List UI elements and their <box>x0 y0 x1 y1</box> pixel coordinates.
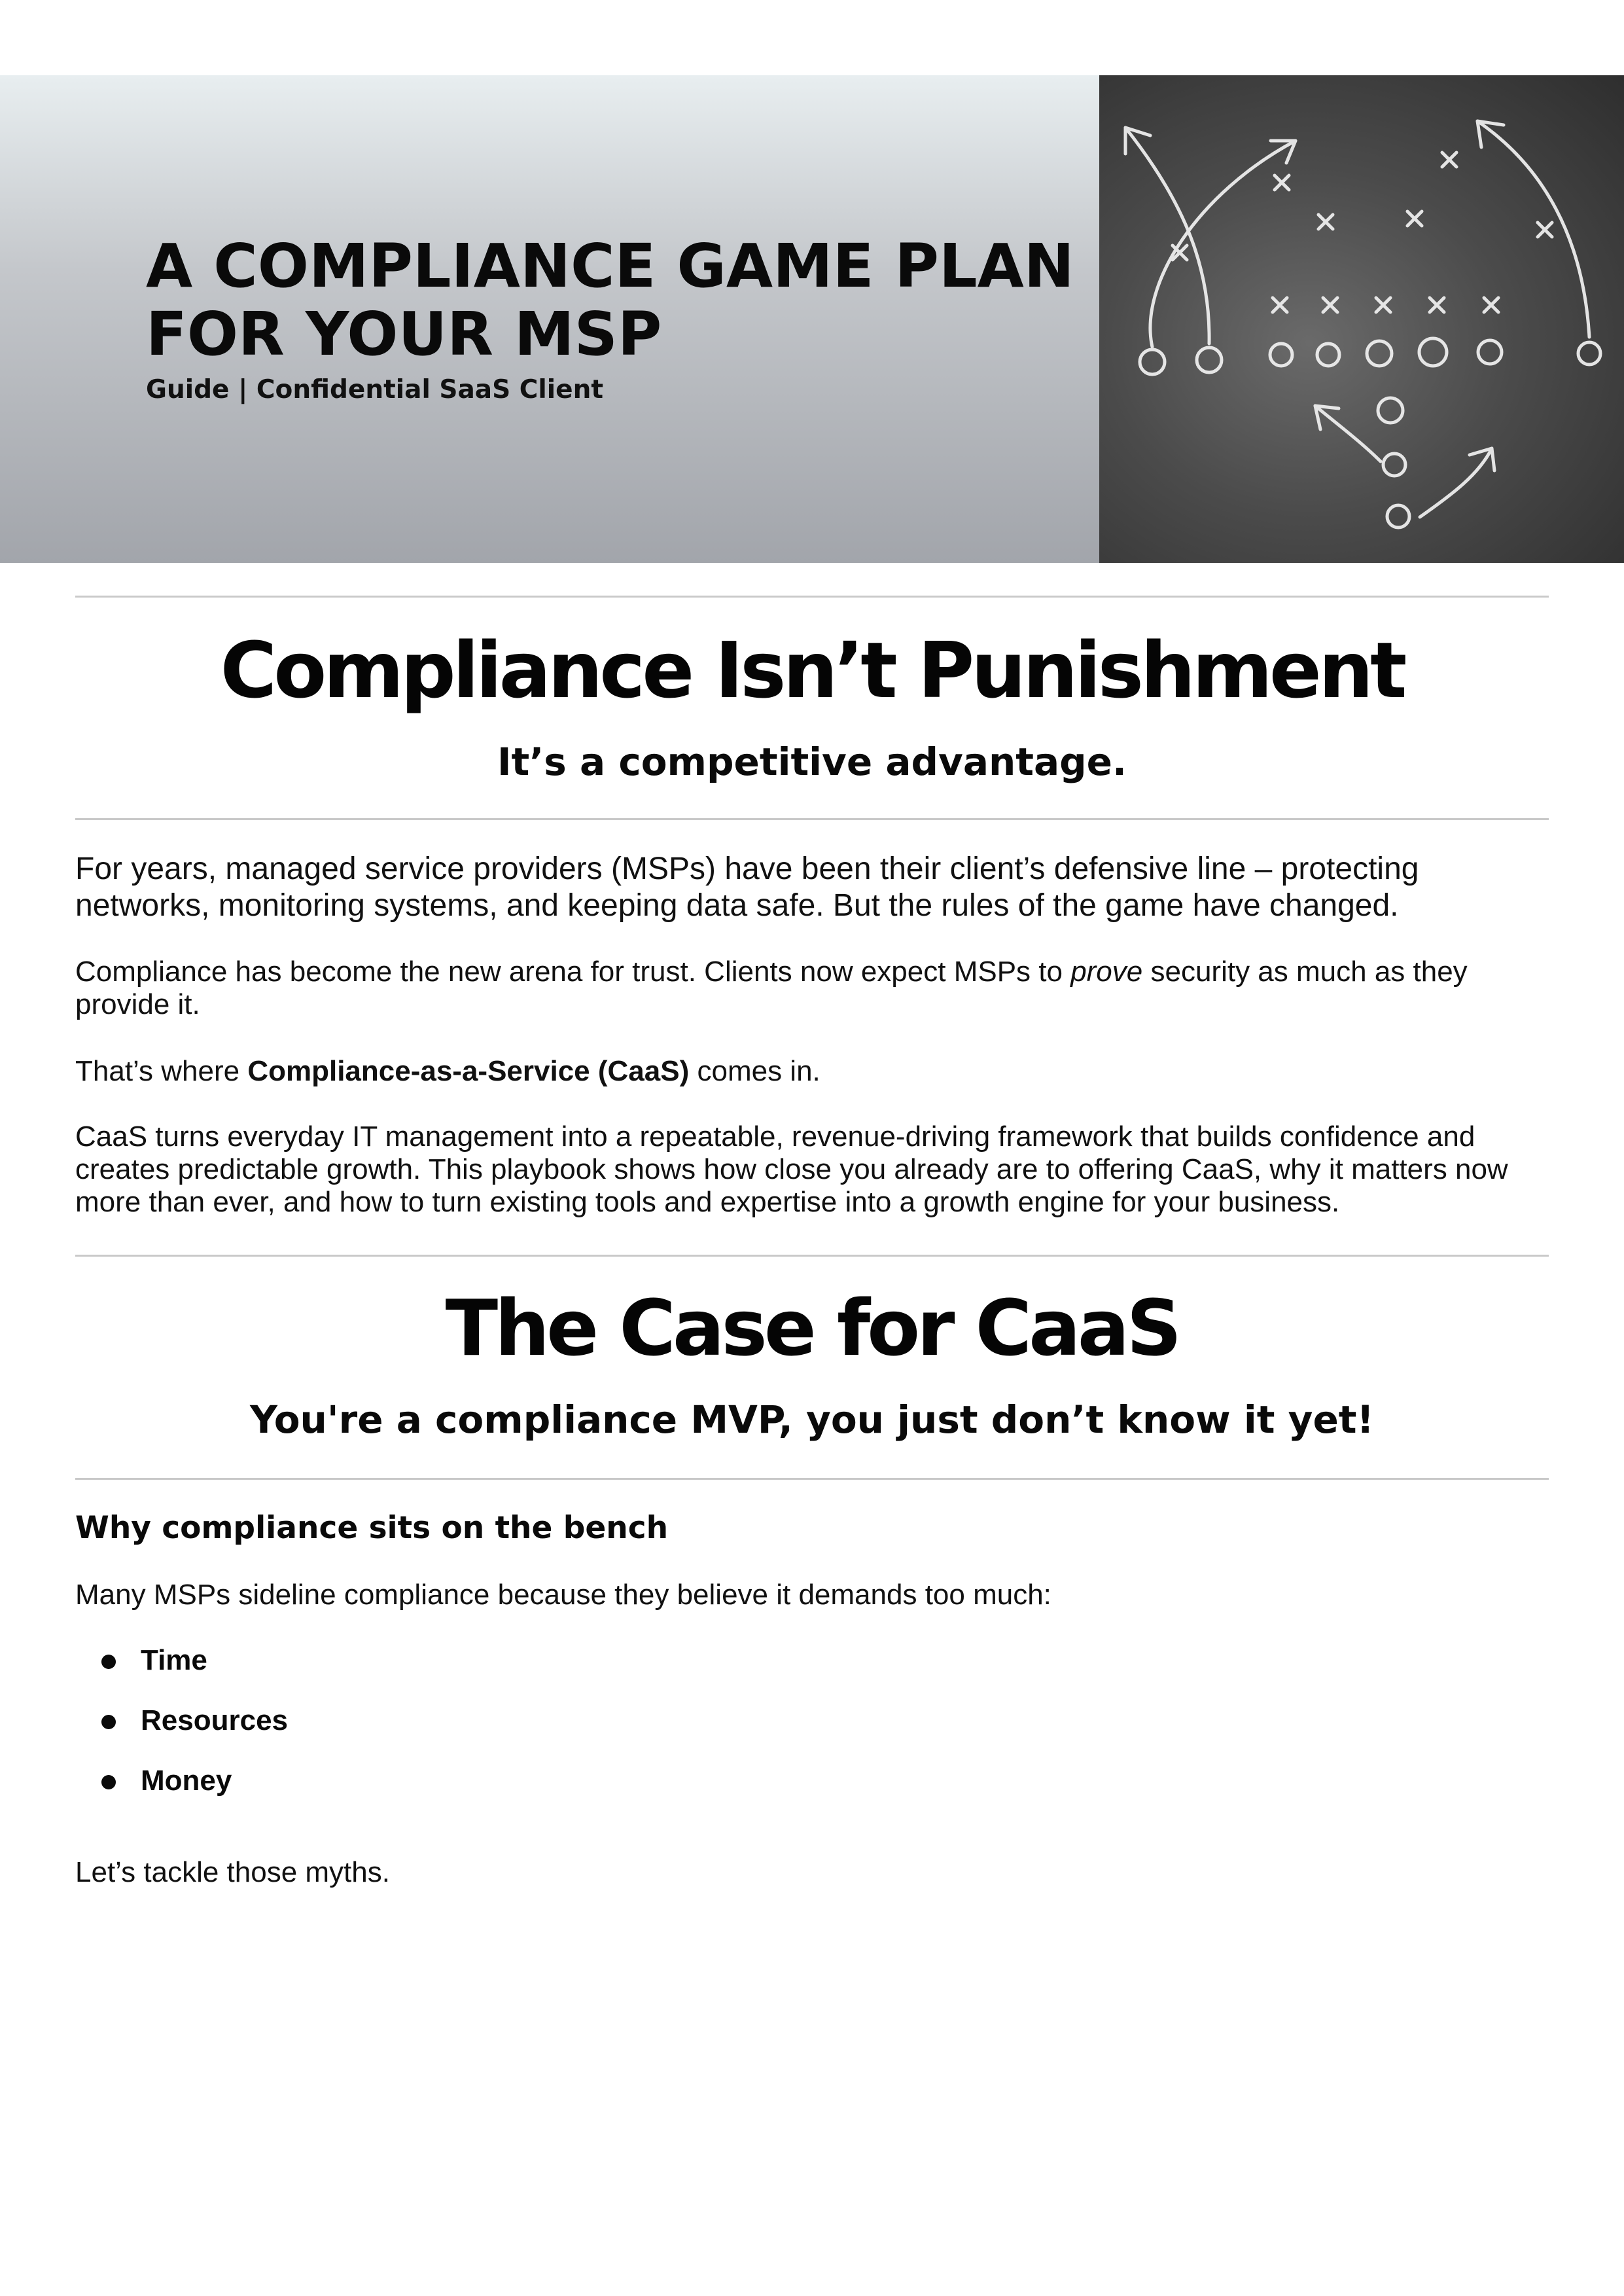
paragraph-caas-text-end: comes in. <box>689 1055 821 1087</box>
document-title <box>146 232 1088 368</box>
paragraph-caas-text-start: That’s where <box>75 1055 248 1087</box>
list-item <box>75 1636 288 1696</box>
paragraph-intro: For years, managed service providers (MSPs) have been their client’s defensive line – protecting networks, monitoring systems, and keeping data safe. But the rules of the game have changed. <box>75 852 1419 923</box>
paragraph-arena-text-start: Compliance has become the new arena for trust. Clients now expect MSPs to <box>75 956 1071 988</box>
caas-term: Compliance-as-a-Service (CaaS) <box>247 1055 690 1087</box>
divider <box>75 1255 1549 1257</box>
bullet-dot-icon <box>101 1775 116 1789</box>
header-gradient-panel <box>0 75 1099 563</box>
subsection-heading-bench: Why compliance sits on the bench <box>75 1510 669 1546</box>
document-title-line-2: FOR YOUR MSP <box>146 299 662 369</box>
section-subheading-advantage: It’s a competitive advantage. <box>497 740 1127 784</box>
bullet-label: Time <box>141 1644 207 1676</box>
chalkboard-play-diagram-icon <box>1099 75 1624 563</box>
divider <box>75 1478 1549 1480</box>
section-subheading-mvp: You're a compliance MVP, you just don’t know it yet! <box>250 1397 1374 1442</box>
paragraph-arena <box>75 956 1554 1021</box>
paragraph-sideline: Many MSPs sideline compliance because they believe it demands too much: <box>75 1579 1051 1611</box>
bullet-list <box>75 1636 288 1817</box>
list-item <box>75 1696 288 1757</box>
divider <box>75 818 1549 820</box>
document-title-line-1: A COMPLIANCE GAME PLAN <box>146 231 1074 301</box>
emphasis-prove: prove <box>1070 956 1143 988</box>
bullet-label: Resources <box>141 1704 289 1736</box>
paragraph-myths: Let’s tackle those myths. <box>75 1856 390 1888</box>
header-banner <box>0 75 1624 563</box>
document-subtitle: Guide | Confidential SaaS Client <box>146 375 604 404</box>
divider <box>75 596 1549 598</box>
paragraph-caas-framework: CaaS turns everyday IT management into a repeatable, revenue-driving framework that builds confidence and creates predictable growth. This playbook shows how close you already are to offering CaaS, why it matters now more than ever, and how to turn existing tools and expertise into a growth engine for your business. <box>75 1121 1508 1218</box>
list-item <box>75 1757 288 1817</box>
paragraph-caas-intro <box>75 1055 1554 1088</box>
section-heading-case-for-caas: The Case for CaaS <box>445 1283 1179 1373</box>
bullet-dot-icon <box>101 1715 116 1729</box>
paragraph-arena-text-end: security as much as they provide it. <box>75 956 1468 1020</box>
bullet-dot-icon <box>101 1655 116 1669</box>
bullet-label: Money <box>141 1765 232 1797</box>
section-heading-compliance: Compliance Isn’t Punishment <box>220 625 1404 715</box>
